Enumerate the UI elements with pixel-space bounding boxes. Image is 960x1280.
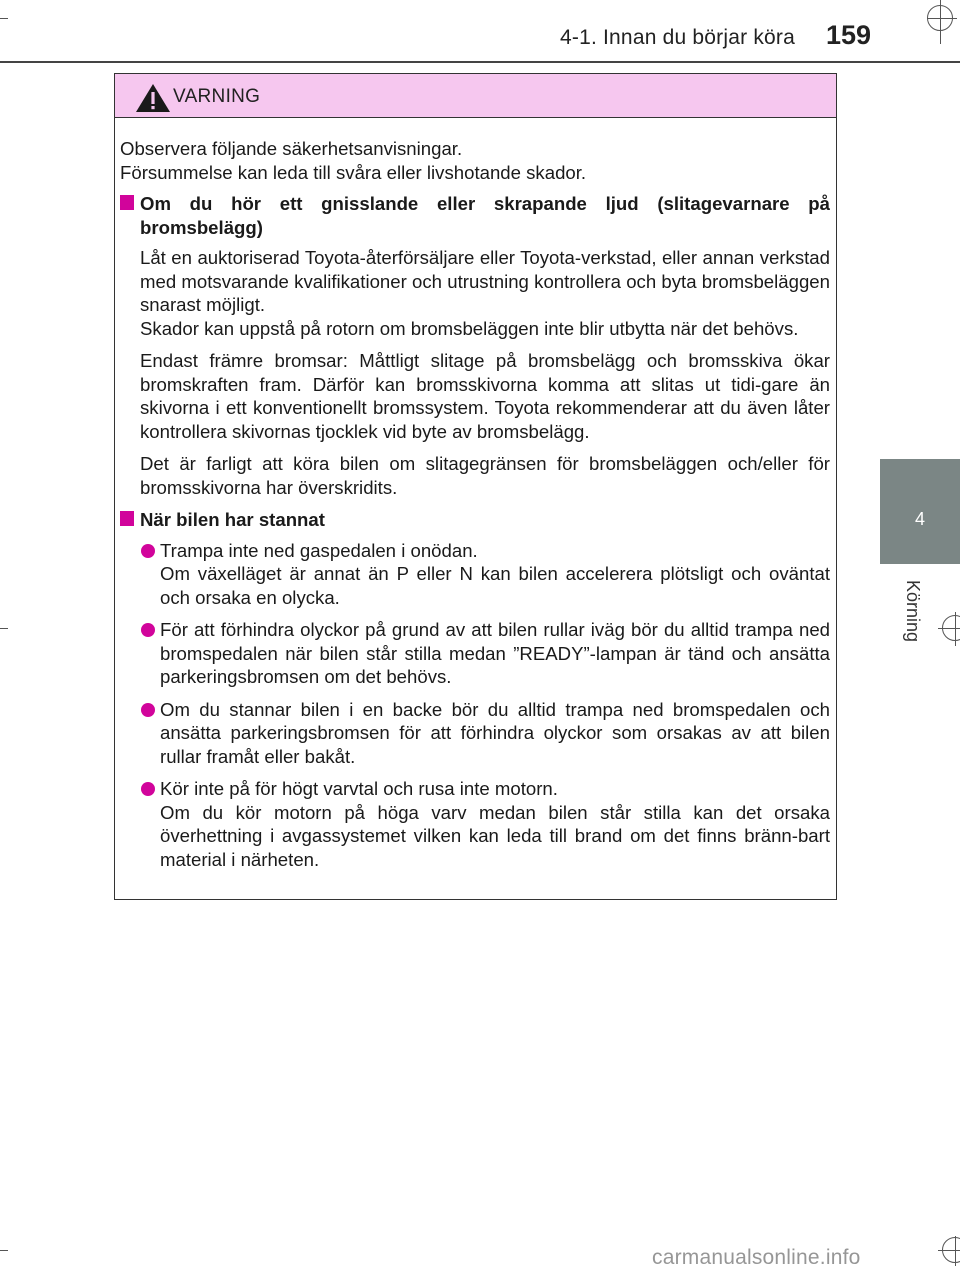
round-bullet xyxy=(141,703,155,717)
list-item xyxy=(120,539,830,610)
list-item-lead: Trampa inte ned gaspedalen i onödan. xyxy=(160,539,478,561)
crop-mark xyxy=(0,18,8,19)
warning-box xyxy=(114,73,837,900)
list-item-text: Om du stannar bilen i en backe bör du alltid trampa ned bromspedalen och ansätta parkeringsbromsen för att förhindra olyckor som orsakas av att bilen rullar framåt eller bakåt. xyxy=(160,698,830,767)
section-title: När bilen har stannat xyxy=(140,509,325,530)
section-title: Om du hör ett gnisslande eller skrapande ljud (slitagevarnare på bromsbelägg) xyxy=(140,193,830,238)
chapter-label: Körning xyxy=(903,579,923,643)
watermark: carmanualsonline.info xyxy=(652,1246,861,1269)
list-item-text: För att förhindra olyckor på grund av att bilen rullar iväg bör du alltid trampa ned bromspedalen när bilen står stilla medan ”READY”-lampan är tänd och ansätta parkeringsbromsen om det behövs. xyxy=(160,619,830,687)
round-bullet xyxy=(141,623,155,637)
chapter-number: 4 xyxy=(914,509,925,529)
registration-circle xyxy=(942,615,960,641)
chapter-tab xyxy=(880,459,960,564)
round-bullet xyxy=(141,544,155,558)
intro-line: Försummelse kan leda till svåra eller livshotande skador. xyxy=(120,161,587,183)
header-divider xyxy=(0,61,960,63)
paragraph: Det är farligt att köra bilen om slitagegränsen för bromsbeläggen och/eller för bromsskivorna har överskridits. xyxy=(140,453,830,498)
paragraph: Skador kan uppstå på rotorn om bromsbeläggen inte blir utbytta när det behövs. xyxy=(140,317,799,339)
list-item xyxy=(120,777,830,871)
section-square-bullet xyxy=(120,511,134,526)
warning-section xyxy=(120,192,830,499)
page-number: 159 xyxy=(826,20,872,50)
list-item-text: Om du kör motorn på höga varv medan bilen står stilla kan det orsaka överhettning i avgassystemet vilken kan leda till brand om det finns bränn-bart material i närheten. xyxy=(160,801,830,870)
warning-intro xyxy=(120,137,830,184)
section-square-bullet xyxy=(120,195,134,210)
warning-triangle-icon xyxy=(135,83,171,113)
paragraph: Låt en auktoriserad Toyota-återförsäljare eller Toyota-verkstad, eller annan verkstad med motsvarande kvalifikationer och utrustning kontrollera och byta bromsbeläggen snarast möjligt. xyxy=(140,247,830,315)
warning-header xyxy=(115,74,836,118)
list-item-text: Om växelläget är annat än P eller N kan bilen accelerera plötsligt och oväntat och orsaka en olycka. xyxy=(160,563,830,608)
list-item xyxy=(120,698,830,769)
round-bullet xyxy=(141,782,155,796)
list-item xyxy=(120,618,830,689)
list-item-lead: Kör inte på för högt varvtal och rusa inte motorn. xyxy=(160,778,558,799)
warning-content xyxy=(120,137,830,880)
warning-title: VARNING xyxy=(173,86,261,107)
warning-section xyxy=(120,508,830,871)
intro-line: Observera följande säkerhetsanvisningar. xyxy=(120,138,463,159)
crop-mark xyxy=(0,628,8,629)
crop-mark xyxy=(0,1250,8,1251)
registration-circle xyxy=(942,1237,960,1263)
section-title: 4-1. Innan du börjar köra xyxy=(560,26,795,49)
paragraph: Endast främre bromsar: Måttligt slitage på bromsbelägg och bromsskiva ökar bromskraften fram. Därför kan bromsskivorna komma att slitas ut tidi-gare än skivorna i ett konventionellt bromssystem. Toyota rekommenderar att du även låter kontrollera skivornas tjocklek vid byte av bromsbelägg. xyxy=(140,350,830,442)
registration-circle xyxy=(927,5,953,31)
